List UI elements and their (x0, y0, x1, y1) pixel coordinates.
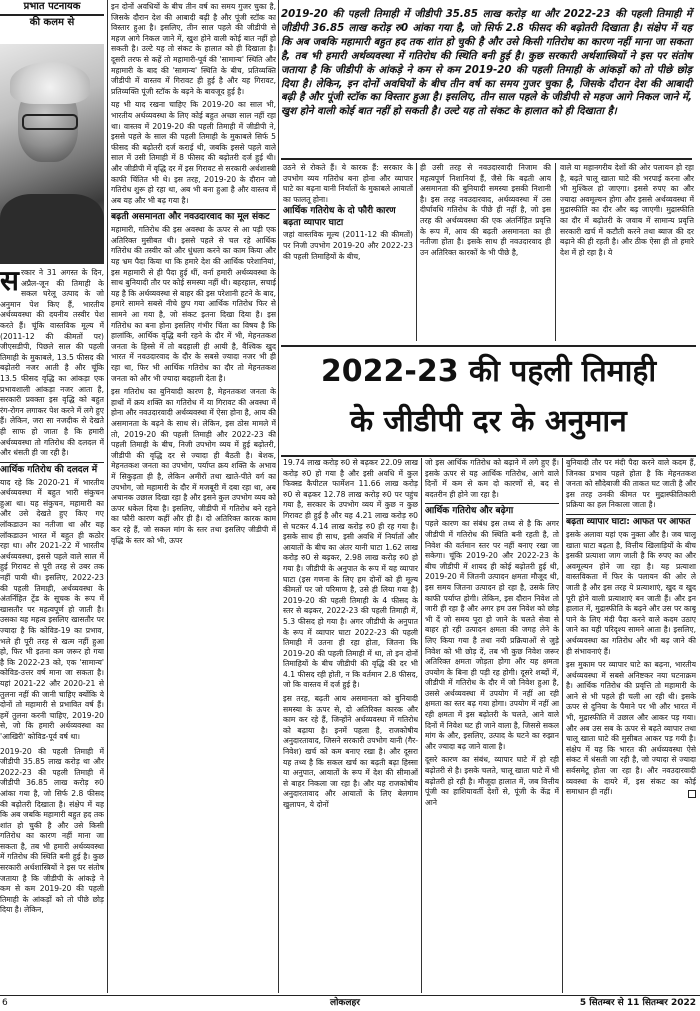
intro-paragraph (0, 268, 104, 459)
page-number: 6 (2, 998, 8, 1008)
headline-line-1: 2022-23 की पहली तिमाही (320, 354, 657, 389)
col1-paragraph-1: याद रहे कि 2020-21 में भारतीय अर्थव्यवस्था में बहुत भारी संकुचन हुआ था। यह संकुचन, महामारी का और उसे देखते हुए किए गए लॉकडाउन का नतीजा था और यह लॉकडाउन भारत में बहुत ही कठोर रहा था। और 2021-22 में भारतीय अर्थव्यवस्था, इससे पहले वाले साल में हुई गिरावट से पूरी तरह से उबर तक नहीं पायी थी। इसलिए, 2022-23 की पहली तिमाही, अर्थव्यवस्था के अंतर्निहित ट्रेंड के सूचक के रूप में खासतौर पर महत्वपूर्ण हो जाती है। उसका यह महत्व इसलिए खासतौर पर ज्यादा है कि कोविड-19 का प्रभाव, भले ही पूरी तरह से खत्म नहीं हुआ हो, फिर भी इतना कम जरूर हो गया है कि 2022-23 को, एक 'सामान्य' कोविड-उत्तर वर्ष माना जा सकता है। यहां 2021-22 और 2020-21 से तुलना नहीं की जानी चाहिए क्योंकि ये दोनों तो महामारी से प्रभावित वर्ष हैं। हमें तुलना करनी चाहिए, 2019-20 से, जो कि हमारी अर्थव्यवस्था का 'आखिरी' कोविड-पूर्व वर्ष था। (0, 477, 104, 741)
intro-text: रकार ने 31 अगस्त के दिन, अप्रैल-जून की तिमाही के सकल घरेलू उत्पाद के जो अनुमान पेश किए हैं, भारतीय अर्थव्यवस्था की दयनीय तस्वीर पेश करते हैं। चूंकि वास्तविक मूल्य में (2011-12 की कीमतों पर) जीएसडीपी, पिछले साल की पहली तिमाही के मुकाबले, 13.5 फीसद की बढ़ोतरी नजर आती है और चूंकि 13.5 फीसद वृद्धि का आंकड़ा एक प्रभावशाली आंकड़ा नजर आता है, सरकारी प्रवक्ता इस वृद्धि को बहुत रंग-रोगन लगाकर पेश करने में लगे हुए हैं। लेकिन, जरा सा नजदीक से देखते ही साफ हो जाता है कि हमारी अर्थव्यवस्था तो गतिरोध की दलदल में और धंसती ही जा रही है। (0, 268, 104, 458)
subheading-stagnation: आर्थिक गतिरोध की दलदल में (0, 462, 104, 476)
author-photo-glasses (22, 114, 78, 130)
col2-paragraph-2: यह भी याद रखना चाहिए कि 2019-20 का साल भी, भारतीय अर्थव्यवस्था के लिए कोई बहुत अच्छा साल नहीं रहा था। वास्तव में 2019-20 की पहली तिमाही में जीडीपी ने, इससे पहले के साल की पहली तिमाही के मुकाबले सिर्फ 5 फीसद की बढ़ोतरी दर्ज कराई थी, जबकि इससे पहले वाले साल में उसी तिमाही में 8 फीसद की बढ़ोतरी दर्ज हुई थी। और जीडीपी में वृद्धि दर में इस गिरावट से सरकारी अर्थशास्त्री काफी चिंतित भी थे। इस तरह, 2019-20 के दौरान जो गतिरोध शुरू हो रहा था, अब भी बना हुआ है और वास्तव में अब यह और भी बढ़ गया है। (111, 100, 276, 205)
upper-c5-paragraph: वाले या महानगरीय देशों की ओर पलायन हो रहा है, बढ़ते चालू खाता घाटे की भरपाई करना और भी मुश्किल हो जाएगा। इससे रुपए का और ज्यादा अवमूल्यन होगा और इससे अर्थव्यवस्था में मुद्रास्फीति का दौर और बढ़ जाएगी। मुद्रास्फीति का दौर में बढ़ोतरी के जवाब में सामान्य प्रवृत्ति सरकारी खर्च में कटौती करने तथा ब्याज की दर बढ़ाने की ही रहती है। और ठीक ऐसा ही तो हमारे देश में हो रहा है। ये (560, 163, 694, 257)
upper-column-4 (420, 163, 551, 341)
lower-c4-paragraph: जो इस आर्थिक गतिरोध को बढ़ाने में लगे हुए हैं। इसके ऊपर से यह आर्थिक गतिरोध, आगे वाले दिनों में कम से कम दो कारणों से, बद से बदतरीन ही होने जा रहा है। (425, 458, 559, 499)
author-box (0, 0, 104, 42)
subheading-trouble-on-trouble: बढ़ता व्यापार घाटा: आफत पर आफत (566, 514, 696, 528)
end-mark-icon (688, 790, 696, 798)
column-rule (278, 0, 279, 993)
lower-column-5 (566, 458, 696, 993)
author-photo (0, 44, 104, 264)
headline (281, 345, 696, 457)
drop-cap: स (0, 268, 19, 297)
subheading-stagnation-grows: आर्थिक गतिरोध और बढ़ेगा (425, 503, 559, 517)
publication-name: लोकलहर (330, 998, 360, 1008)
subheading-two-reasons: आर्थिक गतिरोध के दो फौरी कारण (283, 206, 396, 217)
column-1 (0, 268, 104, 993)
lower-c5-paragraph-3 (566, 660, 696, 798)
upper-column-5 (560, 163, 694, 341)
lower-column-4 (425, 458, 559, 993)
headline-line-2: के जीडीपी दर के अनुमान (350, 404, 627, 439)
col2-paragraph-1: इन दोनों अवधियों के बीच तीन वर्ष का समय गुजर चुका है, जिसके दौरान देश की आबादी बढ़ी है और पूंजी स्टॉक का विस्तार हुआ है। इसलिए, तीन साल पहले की जीडीपी से महज आगे निकल जाने में, खुश होने वाली कोई बात नहीं हो सकती है। उल्टे यह तो संकट के हालात को ही दिखाता है। दूसरी तरफ से कहें तो महामारी-पूर्व की 'सामान्य' स्थिति और महामारी के बाद की 'सामान्य' स्थिति के बीच, प्रतिव्यक्ति जीडीपी में वास्तव में गिरावट ही हुई है और यह गिरावट, प्रतिव्यक्ति पूंजी स्टॉक के बढ़ने के बावजूद हुई है। (111, 2, 276, 96)
subheading-inequality: बढ़ती असमानता और नवउदारवाद का मूल संकट (111, 209, 276, 223)
issue-date: 5 सितम्बर से 11 सितम्बर 2022 (579, 998, 696, 1008)
lower-c4-paragraph-3: दूसरे कारण का संबंध, व्यापार घाटे में हो रही बढ़ोतरी से है। इसके चलते, चालू खाता घाटे में भी बढ़ोतरी हो रही है। मौजूदा हालात में, जब वित्तीय पूंजी का हाशियावर्ती देशों से, पूंजी के केंद्र में आने (425, 755, 559, 807)
column-rule (555, 163, 556, 341)
lower-c3-paragraph: 19.74 लाख करोड़ रु0 से बढ़कर 22.09 लाख करोड़ रु0 हो गया है और इसी अवधि में कुल फिक्स्ड कैपीटल फार्मेशन 11.66 लाख करोड़ रु0 से बढ़कर 12.78 लाख करोड़ रु0 पर पहुंच गया है, सरकार के उपभोग व्यय में कुछ न कुछ गिरावट ही हुई है और यह 4.21 लाख करोड़ रु0 से घटकर 4.14 लाख करोड़ रु0 ही रह गया है। इसके साथ ही साथ, इसी अवधि में निर्यातों और आयातों के बीच का अंतर यानी घाटा 1.62 लाख करोड़ रु0 से बढ़कर, 2.98 लाख करोड़ रु0 हो गया है। जीडीपी के अनुपात के रूप में यह व्यापार घाटा (इस गणना के लिए हम दोनों को ही मूल्य कीमतों पर जो परिमाण है, उसे ही लिया गया है) 2019-20 की पहली तिमाही के 4 फीसद के स्तर से बढ़कर, 2022-23 की पहली तिमाही में, 5.3 फीसद हो गया है। अगर जीडीपी के अनुपात के रूप में व्यापार घाटा 2022-23 की पहली तिमाही में उतना ही रहा होता, जितना कि 2019-20 की पहली तिमाही में था, तो इन दोनों तिमाहियों के बीच जीडीपी की वृद्धि की दर भी 4.1 फीसद रही होती, न कि वर्तमान 2.8 फीसद, जो कि वास्तव में दर्ज हुई है। (283, 458, 418, 690)
column-rule (562, 458, 563, 993)
upper-c3-paragraph-2: जहां वास्तविक मूल्य (2011-12 की कीमतों) पर निजी उपभोग 2019-20 और 2022-23 की पहली तिमाहियों के बीच, (283, 230, 413, 261)
lower-column-3 (283, 458, 418, 993)
upper-column-3 (283, 163, 413, 341)
lower-c5-paragraph-3-text: इस मुकाम पर व्यापार घाटे का बढ़ना, भारतीय अर्थव्यवस्था में सबसे अनिष्टकर नया घटनाक्रम है। आर्थिक गतिरोध की प्रवृत्ति तो महामारी के आने से भी पहले ही चली आ रही थी। इसके ऊपर से दुनिया के पैमाने पर भी और भारत में भी, मुद्रास्फीति में उछाल और आकर पड़ गया। और अब उस सब के ऊपर से बढ़ते व्यापार तथा चालू खाता घाटे की मुसीबत आकर पड़ गयी है। संक्षेप में यह कि भारत की अर्थव्यवस्था ऐसे संकट में धंसती जा रही है, जो ज्यादा से ज्यादा सर्वसमेटू होता जा रहा है। और नवउदारवादी व्यवस्था के दायरे में, इस संकट का कोई समाधान ही नहीं। (566, 660, 696, 797)
author-name: प्रभात पटनायक (0, 0, 104, 16)
page-footer (0, 995, 700, 1011)
column-rule (416, 163, 417, 341)
col2-paragraph-4: इस गतिरोध का बुनियादी कारण है, मेहनतकश जनता के हाथों में क्रय शक्ति का गतिरोध में या गिरावट की अवस्था में होना और नवउदारवादी अर्थव्यवस्था में ऐसा होना है, आय की असमानता के बढ़ने के साथ से। लेकिन, इस ठोस मामले में तो, 2019-20 की पहली तिमाही और 2022-23 की पहली तिमाही के बीच, निजी उपभोग व्यय में हुई बढ़ोतरी, जीडीपी की वृद्धि दर से ज्यादा ही बैठती है। बेशक, मेहनतकश जनता का उपभोग, पर्याप्त क्रय शक्ति के अभाव में सिकुड़ता ही है, लेकिन अमीरों तथा खाते-पीते वर्ग का उपभोग, जो महामारी के दौर में मजबूरी में दबा रहा था, अब अचानक उछाल दिखा रहा है और इसने कुल उपभोग व्यय को ऊपर धकेल दिया है। इसलिए, जीडीपी में गतिरोध बने रहने का फौरी कारण कहीं और ही है। दो अतिरिक्त कारक काम कर रहे हैं, जो सकल मांग के स्तर तथा इसलिए जीडीपी में वृद्धि के स्तर को भी, ऊपर (111, 387, 276, 545)
lower-c3-paragraph-2: इस तरह, बढ़ती आय असमानता को बुनियादी समस्या के ऊपर से, दो अतिरिक्त कारक और काम कर रहे हैं, जिन्होंने अर्थव्यवस्था में गतिरोध को बढ़ाया है। इनमें पहला है, राजकोषीय अनुदारतावाद, जिसने सरकारी उपभोग यानी (गैर-निवेश) खर्च को कम बनाए रखा है। और दूसरा यह तथ्य है कि सकल खर्च का बढ़ती बढ़ा हिस्सा या अनुपात, आयातों के रूप में देश की सीमाओं से बाहर निकला जा रहा है। और यह राजकोषीय अनुदारतावाद और आयातों के लिए बेलगाम खुलापन, ये दोनों (283, 694, 418, 809)
author-photo-hair (10, 62, 90, 104)
lower-c4-paragraph-2: पहले कारण का संबंध इस तथ्य से है कि अगर जीडीपी में गतिरोध की स्थिति बनी रहती है, तो निवेश की वर्तमान स्तर पर नहीं बनाए रखा जा सकेगा। चूंकि 2019-20 और 2022-23 के बीच जीडीपी में शायद ही कोई बढ़ोतरी हुई थी, 2019-20 में जितनी उत्पादन क्षमता मौजूद थी, इस समय जितना उत्पादन हो रहा है, उसके लिए काफी पर्याप्त होगी। लेकिन, इस दौरान निवेश तो जारी ही रहा है और अगर हम उस निवेश को छोड़ भी दें जो समय पूरा हो जाने के चलते सेवा से बाहर हो रही उत्पादन क्षमता की जगह लेने के लिए किया गया है तथा नयी प्रक्रियाओं से जुड़े निवेश को भी छोड़ दें, तब भी कुछ निवेश जरूर अतिरिक्त क्षमता जोड़ता होगा और यह क्षमता उपयोग के बिना ही पड़ी रह होगी। दूसरे शब्दों में, जीडीपी में गतिरोध के दौर में जो निवेश हुआ है, उससे अर्थव्यवस्था में उपयोग में नहीं आ रही क्षमता का स्तर बढ़ गया होगा। उपयोग में नहीं आ रही क्षमता में इस बढ़ोतरी के चलते, आने वाले दिनों में निवेश घट ही जाने वाला है, जिससे सकल मांग के और, इसलिए, उत्पाद के घटने का रुझान और ज्यादा बढ़ जाने वाला है। (425, 519, 559, 751)
col1-paragraph-2: 2019-20 की पहली तिमाही में जीडीपी 35.85 लाख करोड़ था और 2022-23 की पहली तिमाही में जीडीपी 36.85 लाख करोड़ रु0 आंका गया है, जो सिर्फ 2.8 फीसद की बढ़ोतरी दिखाता है। संक्षेप में यह कि अब जबकि महामारी बहुत हद तक शांत हो चुकी है और उसे किसी गतिरोध का कारण नहीं माना जा सकता है, तब भी हमारी अर्थव्यवस्था में गतिरोध की स्थिति बनी हुई है। कुछ सरकारी अर्थशास्त्रियों ने इस पर संतोष जताया है कि जीडीपी के आंकड़े ने कम से कम 2019-20 की पहली तिमाही के आंकड़ों को तो पीछे छोड़ दिया है। लेकिन, (0, 746, 104, 915)
col2-paragraph-3: महामारी, गतिरोध की इस अवस्था के ऊपर से आ पड़ी एक अतिरिक्त मुसीबत थी। इससे पहले से चल रहे आर्थिक गतिरोध की तस्वीर को और धुंधला करने का काम किया और यह भ्रम पैदा किया था कि हमारे देश की आर्थिक परेशानियां, इस महामारी से ही पैदा हुई थीं, वर्ना हमारी अर्थव्यवस्था के साथ बुनियादी तौर पर कोई समस्या नहीं थी। बहरहाल, सचाई यह है कि अर्थव्यवस्था से बाहर की इस परेशानी हटने के बाद, हमारे सामने सबसे नीचे छुप गया आर्थिक गतिरोध फिर से सामने आ गया है, जो संकट इतना दिखा दिया है। इस गतिरोध का बना होना इसलिए गंभीर चिंता का विषय है कि हालांकि, आर्थिक वृद्धि बनी रहने के दौर में भी, मेहनतकश जनता के हिस्से में तो बदहाली ही आयी है, वैश्विक खुद भारत में नवउदारवाद के दौर के सबसे ज्यादा नजर भी ही रहा था, फिर भी आर्थिक गतिरोध का दौर तो मेहनतकश जनता को और भी ज्यादा बदहाली देता है। (111, 225, 276, 383)
author-photo-body (0, 194, 104, 264)
upper-c4-paragraph: ही उसी तरह से नवउदारवादी निजाम की महत्वपूर्ण निशानियां हैं, जैसे कि बढ़ती आय असमानता की बुनियादी समस्या इसकी निशानी है। इस तरह नवउदारवाद, अर्थव्यवस्था में उस दीर्घावधि गतिरोध के पीछे ही नहीं है, जो इस तरह की अर्थव्यवस्था की एक अंतर्निहित प्रवृत्ति के रूप में, आय की बढ़ती असमानता का ही नतीजा होता है। इसके साथ ही नवउदारवाद ही उन अतिरिक्त कारकों के भी पीछे है, (420, 163, 551, 257)
column-tagline: की कलम से (29, 17, 75, 28)
lower-c5-paragraph-2: इसके अलावा यहां एक नुक्ता और है। जब चालू खाता घाटा बढ़ता है, वित्तीय खिलाड़ियों के बीच इसकी प्रत्याशा जाग जाती है कि रुपए का और अवमूल्यन होने जा रहा है। यह प्रत्याशा वास्तविकता में फिर के पलायन की ओर ले जाती है और इस तरह ये प्रत्याशाएं, खुद व खुद पूरी होने वाली प्रत्याशाएं बन जाती हैं। और इन हालात में, मुद्रास्फीति के बढ़ने और उस पर काबू पाने के लिए मंदी पैदा करने वाले कदम उठाए जाने का यही परिदृश्य सामने आता है। इसलिए, अर्थव्यवस्था का गतिरोध और भी बढ़ जाने की ही संभावनाएं हैं। (566, 529, 696, 656)
upper-c3-paragraph: उठने से रोकते हैं। ये कारक हैं: सरकार के उपभोग व्यय गतिरोध बना होना और व्यापार घाटे का बढ़ना यानी निर्यातों के मुकाबले आयातों का फालतू होना। (283, 163, 413, 204)
column-rule (107, 0, 108, 993)
lower-c5-paragraph: बुनियादी तौर पर मंदी पैदा करने वाले कदम हैं, जिनका प्रभाव पहले होता है कि मेहनतकश जनता को सौदेबाजी की ताकत घट जाती है और इस तरह उनकी कीमत पर मुद्रास्फीतिकारी प्रक्रिया का हल निकाला जाता है। (566, 458, 696, 510)
subheading-trade-deficit: बढ़ता व्यापार घाटा (283, 218, 344, 229)
column-rule (421, 458, 422, 993)
column-2 (111, 2, 276, 993)
pull-quote: 2019-20 की पहली तिमाही में जीडीपी 35.85 लाख करोड़ था और 2022-23 की पहली तिमाही में जीडीपी 36.85 लाख करोड़ रु0 आंका गया है, जो सिर्फ 2.8 फीसद की बढ़ोतरी दिखाता है। संक्षेप में यह कि अब जबकि महामारी बहुत हद तक शांत हो चुकी है और उसे किसी गतिरोध का कारण नहीं माना जा सकता है, तब भी हमारी अर्थव्यवस्था में गतिरोध की स्थिति बनी हुई है। कुछ सरकारी अर्थशास्त्रियों ने इस पर संतोष जताया है कि जीडीपी के आंकड़े ने कम से कम 2019-20 की पहली तिमाही के आंकड़ों को तो पीछे छोड़ दिया है। लेकिन, इन दोनों अवधियों के बीच तीन वर्ष का समय गुजर चुका है, जिसके दौरान देश की आबादी बढ़ी है और पूंजी स्टॉक का विस्तार हुआ है। इसलिए, तीन साल पहले के जीडीपी से महज आगे निकल जाने में, खुश होने वाली कोई बात नहीं हो सकती है। उल्टे यह तो संकट के हालात को ही दिखाता है। (281, 8, 692, 160)
